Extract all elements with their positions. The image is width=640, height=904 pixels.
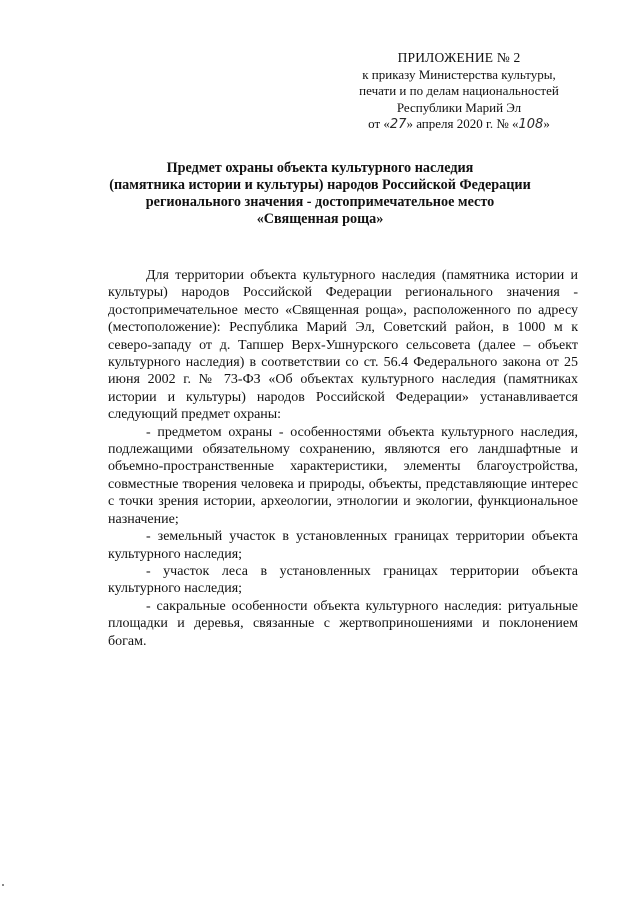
document-body <box>108 267 578 650</box>
title-line-1: Предмет охраны объекта культурного наследия <box>166 160 474 176</box>
protection-items-list <box>108 424 578 650</box>
title-line-3: регионального значения - достопримечательное место <box>145 194 495 210</box>
order-date-line <box>344 116 574 134</box>
date-middle: » апреля 2020 г. № « <box>406 116 519 131</box>
list-item: - участок леса в установленных границах территории объекта культурного наследия; <box>108 563 578 597</box>
title-line-2: (памятника истории и культуры) народов Российской Федерации <box>109 177 531 193</box>
list-item: - предметом охраны - особенностями объекта культурного наследия, подлежащими обязательному сохранению, являются его ландшафтные и объемно-пространственные характеристики, элементы благоустройства, совместные творения человека и природы, объекты, представляющие интерес с точки зрения истории, археологии, этнологии и экологии, функциональное назначение; <box>108 424 578 527</box>
appendix-line-3: Республики Марий Эл <box>396 99 522 115</box>
handwritten-order-number: 108 <box>518 117 544 132</box>
document-title <box>90 160 550 228</box>
scan-speck <box>2 884 4 886</box>
appendix-header <box>344 50 574 134</box>
handwritten-day: 27 <box>389 117 407 132</box>
list-item: - земельный участок в установленных границах территории объекта культурного наследия; <box>108 529 578 562</box>
date-suffix: » <box>543 116 550 131</box>
intro-paragraph: Для территории объекта культурного наследия (памятника истории и культуры) народов Российской Федерации регионального значения - достопримечательное место «Священная роща», расположенного по адресу (местоположение): Республика Марий Эл, Советский район, в 1000 м к северо-западу от д. Тапшер Верх-Ушнурского сельсовета (далее – объект культурного наследия) в соответствии со ст. 56.4 Федерального закона от 25 июня 2002 г. № 73-ФЗ «Об объектах культурного наследия (памятниках истории и культуры) народов Российской Федерации» устанавливается следующий предмет охраны: <box>108 268 578 423</box>
appendix-line-1: к приказу Министерства культуры, <box>362 66 556 82</box>
date-prefix: от « <box>368 116 390 131</box>
appendix-title: ПРИЛОЖЕНИЕ № 2 <box>397 50 521 65</box>
title-line-4: «Священная роща» <box>256 211 384 227</box>
list-item: - сакральные особенности объекта культурного наследия: ритуальные площадки и деревья, связанные с жертвоприношениями и поклонением богам. <box>108 598 578 649</box>
appendix-line-2: печати и по делам национальностей <box>359 83 559 98</box>
